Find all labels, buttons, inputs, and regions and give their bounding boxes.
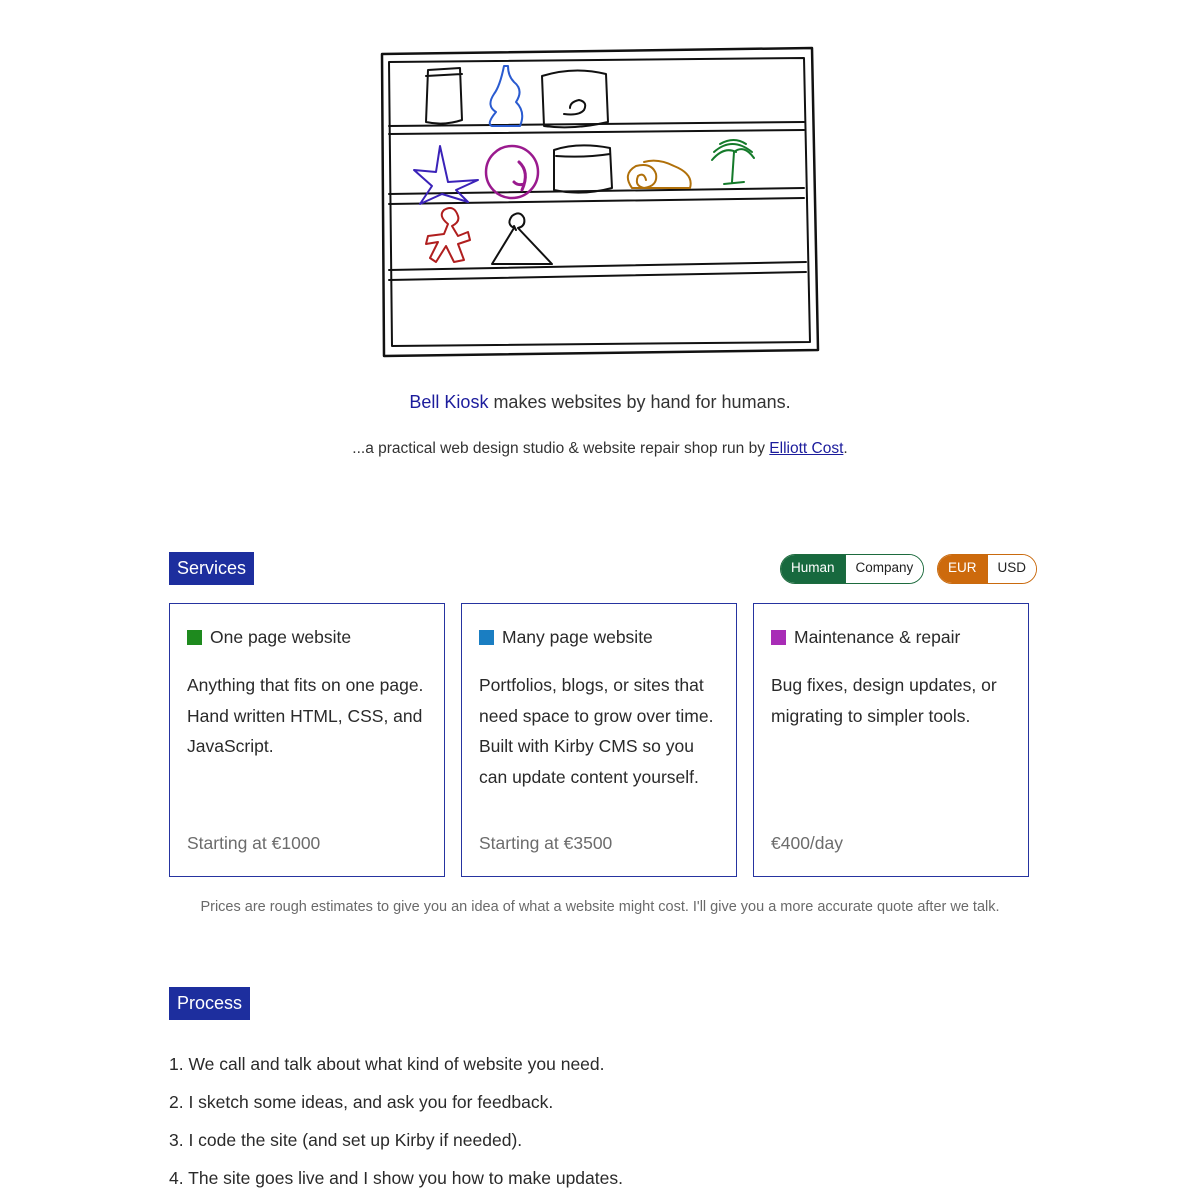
author-link[interactable]: Elliott Cost [769, 440, 844, 457]
color-swatch [187, 630, 202, 645]
service-card-maintenance [753, 603, 1029, 877]
tagline-text: makes websites by hand for humans. [488, 392, 791, 412]
card-title: Maintenance & repair [794, 626, 961, 647]
currency-eur-option[interactable]: EUR [938, 555, 987, 583]
audience-company-option[interactable]: Company [845, 555, 924, 583]
currency-usd-option[interactable]: USD [987, 555, 1037, 583]
service-card-one-page [169, 603, 445, 877]
process-step: 4. The site goes live and I show you how to make updates. [169, 1168, 623, 1188]
process-steps [169, 1050, 623, 1202]
color-swatch [771, 630, 786, 645]
card-price: Starting at €1000 [187, 833, 321, 853]
hero [0, 0, 1200, 480]
card-price: €400/day [771, 833, 844, 853]
services-heading: Services [169, 552, 254, 585]
subtitle-suffix: . [843, 440, 848, 457]
shelf-illustration [374, 40, 826, 366]
process-step: 3. I code the site (and set up Kirby if needed). [169, 1130, 523, 1150]
subtitle [0, 440, 1200, 458]
audience-toggle[interactable] [780, 554, 924, 584]
currency-toggle[interactable] [937, 554, 1037, 584]
card-description: Anything that fits on one page. Hand written HTML, CSS, and JavaScript. [187, 675, 424, 756]
color-swatch [479, 630, 494, 645]
card-description: Portfolios, blogs, or sites that need space to grow over time. Built with Kirby CMS so you can update content yourself. [479, 675, 714, 787]
card-description: Bug fixes, design updates, or migrating to simpler tools. [771, 675, 997, 726]
tagline [0, 392, 1200, 413]
service-card-many-page [461, 603, 737, 877]
card-price: Starting at €3500 [479, 833, 613, 853]
brand-link[interactable]: Bell Kiosk [409, 392, 489, 412]
process-step: 1. We call and talk about what kind of website you need. [169, 1054, 605, 1074]
process-step: 2. I sketch some ideas, and ask you for feedback. [169, 1092, 554, 1112]
subtitle-text: ...a practical web design studio & website repair shop run by [352, 440, 770, 457]
audience-human-option[interactable]: Human [781, 555, 845, 583]
card-title: Many page website [502, 626, 653, 647]
process-heading: Process [169, 987, 250, 1020]
service-cards [169, 603, 1031, 879]
card-title: One page website [210, 626, 352, 647]
pricing-note: Prices are rough estimates to give you an idea of what a website might cost. I'll give you a more accurate quote after we talk. [200, 899, 1000, 915]
